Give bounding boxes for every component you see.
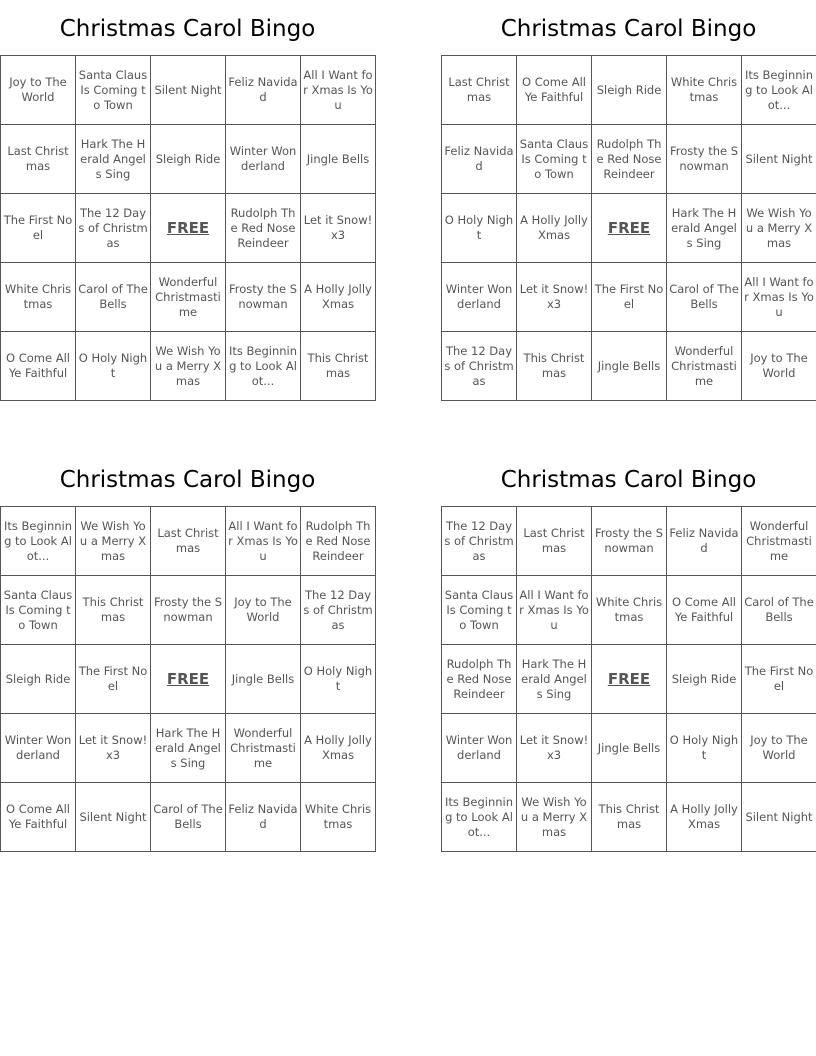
bingo-row [1, 194, 376, 263]
free-space: FREE [151, 194, 226, 263]
bingo-cell: Joy to The World [742, 332, 816, 401]
bingo-cell: Silent Night [742, 125, 816, 194]
bingo-cell: Carol of The Bells [742, 576, 816, 645]
bingo-cell: Carol of The Bells [667, 263, 742, 332]
bingo-cell: A Holly Jolly Xmas [667, 783, 742, 852]
bingo-cell: Frosty the Snowman [226, 263, 301, 332]
bingo-cell: Its Beginning to Look Alot... [1, 507, 76, 576]
bingo-row [442, 507, 816, 576]
bingo-cell: Carol of The Bells [151, 783, 226, 852]
bingo-cell: Jingle Bells [301, 125, 376, 194]
free-space: FREE [592, 194, 667, 263]
bingo-cell: Winter Wonderland [442, 263, 517, 332]
bingo-cell: Let it Snow! x3 [76, 714, 151, 783]
bingo-row [442, 332, 816, 401]
bingo-cell: Hark The Herald Angels Sing [667, 194, 742, 263]
bingo-cell: Wonderful Christmastime [226, 714, 301, 783]
bingo-cell: Hark The Herald Angels Sing [151, 714, 226, 783]
bingo-cell: A Holly Jolly Xmas [301, 714, 376, 783]
bingo-cell: Carol of The Bells [76, 263, 151, 332]
bingo-cell: This Christmas [301, 332, 376, 401]
bingo-cell: Joy to The World [1, 56, 76, 125]
card-title: Christmas Carol Bingo [500, 467, 757, 493]
bingo-row [442, 645, 816, 714]
bingo-cell: Wonderful Christmastime [742, 507, 816, 576]
bingo-card-2 [441, 0, 816, 401]
card-title: Christmas Carol Bingo [59, 16, 316, 42]
bingo-cell: Rudolph The Red Nose Reindeer [301, 507, 376, 576]
bingo-cell: Santa Claus Is Coming to Town [1, 576, 76, 645]
bingo-cell: We Wish You a Merry Xmas [742, 194, 816, 263]
bingo-card-3 [0, 451, 375, 852]
bingo-cell: Last Christmas [442, 56, 517, 125]
bingo-cell: Sleigh Ride [667, 645, 742, 714]
bingo-cell: Last Christmas [517, 507, 592, 576]
bingo-cell: Silent Night [76, 783, 151, 852]
bingo-cell: Feliz Navidad [226, 56, 301, 125]
bingo-cell: A Holly Jolly Xmas [517, 194, 592, 263]
bingo-cell: Last Christmas [151, 507, 226, 576]
bingo-cell: O Holy Night [76, 332, 151, 401]
bingo-grid [441, 55, 816, 401]
bingo-cell: All I Want for Xmas Is You [301, 56, 376, 125]
bingo-cell: O Holy Night [442, 194, 517, 263]
bingo-row [442, 783, 816, 852]
bingo-cell: White Christmas [301, 783, 376, 852]
bingo-row [1, 576, 376, 645]
bingo-cell: The 12 Days of Christmas [301, 576, 376, 645]
bingo-row [1, 263, 376, 332]
bingo-cell: Its Beginning to Look Alot... [742, 56, 816, 125]
bingo-cell: Its Beginning to Look Alot... [442, 783, 517, 852]
bingo-cell: Silent Night [151, 56, 226, 125]
bingo-cell: This Christmas [517, 332, 592, 401]
bingo-cell: The 12 Days of Christmas [442, 332, 517, 401]
bingo-cell: Wonderful Christmastime [667, 332, 742, 401]
bingo-cell: A Holly Jolly Xmas [301, 263, 376, 332]
bingo-cell: All I Want for Xmas Is You [742, 263, 816, 332]
bingo-cell: We Wish You a Merry Xmas [151, 332, 226, 401]
bingo-cell: O Come All Ye Faithful [1, 332, 76, 401]
bingo-cell: Feliz Navidad [667, 507, 742, 576]
bingo-cell: This Christmas [592, 783, 667, 852]
bingo-cell: Winter Wonderland [226, 125, 301, 194]
bingo-cell: Let it Snow! x3 [301, 194, 376, 263]
bingo-row [442, 56, 816, 125]
bingo-cell: The 12 Days of Christmas [76, 194, 151, 263]
bingo-row [1, 645, 376, 714]
bingo-cell: Wonderful Christmastime [151, 263, 226, 332]
bingo-row [1, 56, 376, 125]
bingo-grid [0, 55, 376, 401]
bingo-row [442, 576, 816, 645]
bingo-cell: O Come All Ye Faithful [517, 56, 592, 125]
bingo-cell: O Holy Night [301, 645, 376, 714]
bingo-cell: White Christmas [592, 576, 667, 645]
free-space: FREE [592, 645, 667, 714]
bingo-cell: Frosty the Snowman [667, 125, 742, 194]
bingo-cell: Hark The Herald Angels Sing [76, 125, 151, 194]
bingo-cell: The First Noel [1, 194, 76, 263]
bingo-grid [441, 506, 816, 852]
bingo-cell: Sleigh Ride [592, 56, 667, 125]
bingo-cell: Rudolph The Red Nose Reindeer [442, 645, 517, 714]
bingo-cell: Winter Wonderland [442, 714, 517, 783]
bingo-cell: Jingle Bells [226, 645, 301, 714]
bingo-cell: Santa Claus Is Coming to Town [517, 125, 592, 194]
bingo-cell: Santa Claus Is Coming to Town [442, 576, 517, 645]
card-title: Christmas Carol Bingo [59, 467, 316, 493]
bingo-row [442, 714, 816, 783]
bingo-cell: Joy to The World [742, 714, 816, 783]
bingo-card-4 [441, 451, 816, 852]
bingo-cell: Hark The Herald Angels Sing [517, 645, 592, 714]
bingo-cell: The First Noel [592, 263, 667, 332]
bingo-cell: Its Beginning to Look Alot... [226, 332, 301, 401]
bingo-cell: White Christmas [1, 263, 76, 332]
bingo-row [1, 507, 376, 576]
card-title: Christmas Carol Bingo [500, 16, 757, 42]
bingo-cell: The First Noel [742, 645, 816, 714]
bingo-row [1, 714, 376, 783]
bingo-cell: Last Christmas [1, 125, 76, 194]
bingo-cell: All I Want for Xmas Is You [226, 507, 301, 576]
bingo-cell: O Come All Ye Faithful [667, 576, 742, 645]
bingo-row [442, 263, 816, 332]
bingo-cell: We Wish You a Merry Xmas [76, 507, 151, 576]
bingo-cell: Sleigh Ride [1, 645, 76, 714]
bingo-cell: Joy to The World [226, 576, 301, 645]
bingo-cell: Rudolph The Red Nose Reindeer [226, 194, 301, 263]
bingo-cell: Jingle Bells [592, 332, 667, 401]
bingo-cell: All I Want for Xmas Is You [517, 576, 592, 645]
bingo-cell: This Christmas [76, 576, 151, 645]
bingo-cell: Jingle Bells [592, 714, 667, 783]
bingo-cell: Santa Claus Is Coming to Town [76, 56, 151, 125]
free-space: FREE [151, 645, 226, 714]
bingo-cell: Winter Wonderland [1, 714, 76, 783]
bingo-card-1 [0, 0, 375, 401]
bingo-grid [0, 506, 376, 852]
bingo-cell: The 12 Days of Christmas [442, 507, 517, 576]
bingo-row [1, 783, 376, 852]
bingo-cell: Frosty the Snowman [592, 507, 667, 576]
bingo-cell: Feliz Navidad [226, 783, 301, 852]
bingo-cell: Feliz Navidad [442, 125, 517, 194]
bingo-cell: White Christmas [667, 56, 742, 125]
bingo-row [1, 332, 376, 401]
bingo-row [442, 125, 816, 194]
bingo-cell: O Come All Ye Faithful [1, 783, 76, 852]
bingo-cell: Frosty the Snowman [151, 576, 226, 645]
bingo-cell: Silent Night [742, 783, 816, 852]
bingo-cell: O Holy Night [667, 714, 742, 783]
bingo-row [442, 194, 816, 263]
bingo-cell: The First Noel [76, 645, 151, 714]
bingo-cell: Sleigh Ride [151, 125, 226, 194]
bingo-cell: We Wish You a Merry Xmas [517, 783, 592, 852]
bingo-cell: Rudolph The Red Nose Reindeer [592, 125, 667, 194]
bingo-row [1, 125, 376, 194]
bingo-cell: Let it Snow! x3 [517, 263, 592, 332]
bingo-cell: Let it Snow! x3 [517, 714, 592, 783]
